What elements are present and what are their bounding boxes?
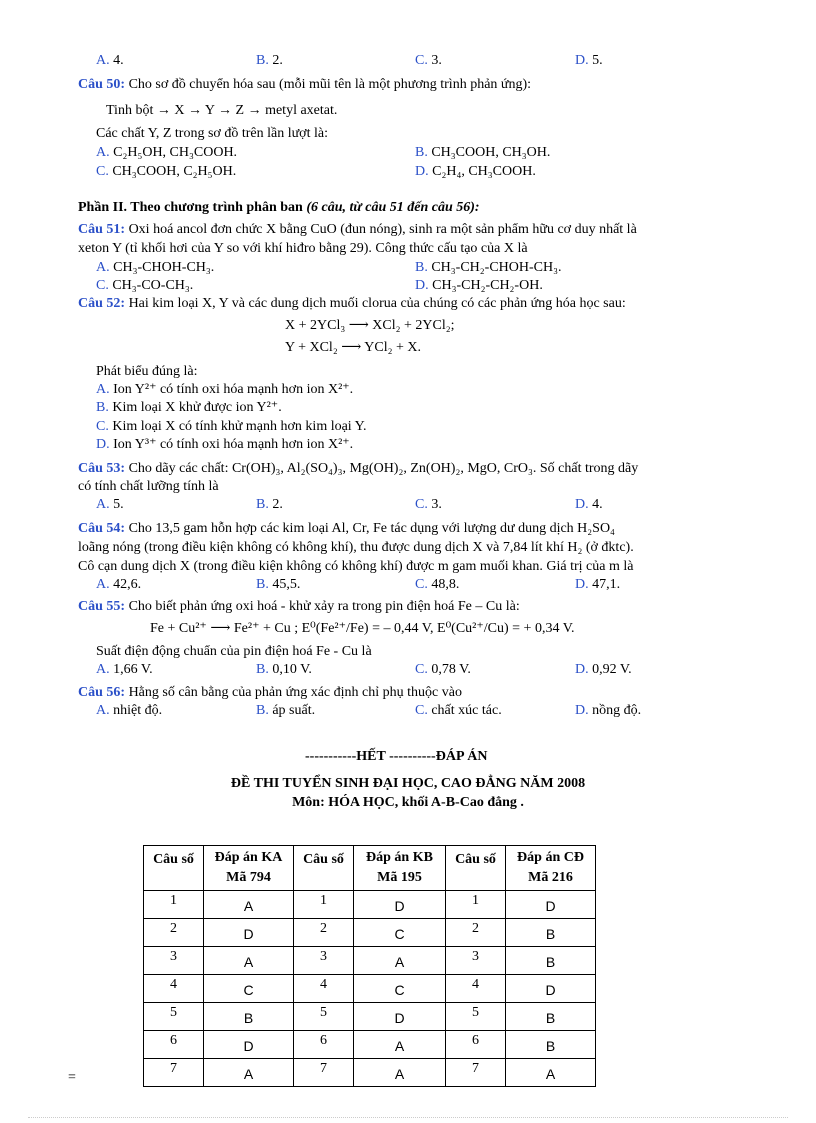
q54-stem: Câu 54: Cho 13,5 gam hỗn hợp các kim loại Al, Cr, Fe tác dụng với lượng dư dung dịch H₂SO₄ [78,521,615,536]
q56-option-b: áp suất. [272,703,316,718]
exam-subject: Môn: HÓA HỌC, khối A-B-Cao đẳng . [292,795,524,810]
q51-stem: Câu 51: Oxi hoá ancol đơn chức X bằng CuO (đun nóng), sinh ra một sản phẩm hữu cơ duy nhất là [78,222,637,237]
q56-option-d: nồng độ. [592,703,642,718]
q54-options: A. 42,6. B. 45,5. C. 48,8. D. 47,1. [96,577,621,592]
q52-option-b-row: B. Kim loại X khử được ion Y²⁺. [96,400,282,415]
q49-options: A. 4. B. 2. C. 3. D. 5. [96,53,603,68]
table-row: 7 A 7 A 7 A [144,1059,596,1087]
table-row: 3 A 3 A 3 B [144,947,596,975]
header-answer-kb: Đáp án KB Mã 195 [354,846,446,891]
table-row: 5 B 5 D 5 B [144,1003,596,1031]
q50-scheme: Tinh bột → X → Y → Z → metyl axetat. [106,103,338,118]
q55-options: A. 1,66 V. B. 0,10 V. C. 0,78 V. D. 0,92 V. [96,662,632,677]
q50-ask: Các chất Y, Z trong sơ đồ trên lần lượt là: [96,126,328,141]
q53-stem: Câu 53: Cho dãy các chất: Cr(OH)₃, Al₂(SO₄)₃, Mg(OH)₂, Zn(OH)₂, MgO, CrO₃. Số chất trong dãy [78,461,639,476]
q52-option-a-row: A. Ion Y²⁺ có tính oxi hóa mạnh hơn ion X²⁺. [96,382,354,397]
q54-option-b: 45,5. [272,577,301,592]
q56-number: Câu 56: [78,685,126,700]
q55-ask: Suất điện động chuẩn của pin điện hoá Fe - Cu là [96,644,372,659]
q51-options-ab: A. CH₃-CHOH-CH₃. B. CH₃-CH₂-CHOH-CH₃. [96,260,562,275]
q50-option-a: C₂H₅OH, CH₃COOH. [113,145,238,160]
q50-options-ab: A. C₂H₅OH, CH₃COOH. B. CH₃COOH, CH₃OH. [96,145,551,160]
q52-number: Câu 52: [78,296,126,311]
header-question-ka: Câu số [144,846,204,891]
table-row: 4 C 4 C 4 D [144,975,596,1003]
q55-option-b: 0,10 V. [272,662,312,677]
q56-options: A. nhiệt độ. B. áp suất. C. chất xúc tác. D. nồng độ. [96,703,642,718]
answer-table [143,845,596,1087]
q51-option-a: CH₃-CHOH-CH₃. [113,260,215,275]
q53-option-a: 5. [113,497,124,512]
exam-title: ĐỀ THI TUYỂN SINH ĐẠI HỌC, CAO ĐẲNG NĂM 2008 [230,776,586,791]
q53-number: Câu 53: [78,461,126,476]
q54-option-c: 48,8. [431,577,460,592]
q51-option-b: CH₃-CH₂-CHOH-CH₃. [431,260,562,275]
q56-stem: Câu 56: Hằng số cân bằng của phản ứng xác định chỉ phụ thuộc vào [78,685,462,700]
q49-option-a: 4. [113,53,124,68]
answer-table-header [144,846,596,891]
header-question-cd: Câu số [446,846,506,891]
part-two-heading: Phần II. Theo chương trình phân ban (6 câu, từ câu 51 đến câu 56): [78,200,480,215]
q53-options: A. 5. B. 2. C. 3. D. 4. [96,497,603,512]
q54-stem-line3: Cô cạn dung dịch X (trong điều kiện không có không khí) được m gam muối khan. Giá trị của m là [78,559,634,574]
q52-option-c: Kim loại X có tính khử mạnh hơn kim loại Y. [112,419,367,434]
footer-mark: = [68,1070,76,1085]
q55-option-d: 0,92 V. [592,662,632,677]
q52-option-d: Ion Y³⁺ có tính oxi hóa mạnh hơn ion X²⁺. [113,437,354,452]
q55-stem: Câu 55: Cho biết phản ứng oxi hoá - khử xảy ra trong pin điện hoá Fe – Cu là: [78,599,520,614]
q56-option-a: nhiệt độ. [113,703,163,718]
q55-option-c: 0,78 V. [431,662,471,677]
q50-option-d: C₂H₄, CH₃COOH. [432,164,536,179]
q51-stem-line2: xeton Y (tỉ khối hơi của Y so với khí hiđro bằng 29). Công thức cấu tạo của X là [78,241,528,256]
q52-stem: Câu 52: Hai kim loại X, Y và các dung dịch muối clorua của chúng có các phản ứng hóa học sau: [78,296,626,311]
q50-stem: Câu 50: Cho sơ đồ chuyển hóa sau (mỗi mũi tên là một phương trình phản ứng): [78,77,532,92]
header-answer-cd: Đáp án CĐ Mã 216 [506,846,596,891]
q53-option-c: 3. [431,497,442,512]
q50-number: Câu 50: [78,77,126,92]
table-row: 6 D 6 A 6 B [144,1031,596,1059]
q54-stem-line2: loãng nóng (trong điều kiện không có không khí), thu được dung dịch X và 7,84 lít khí H₂ (ở đktc). [78,540,634,555]
q49-option-c: 3. [431,53,442,68]
q54-option-a: 42,6. [113,577,142,592]
page-bottom-divider [28,1117,788,1118]
q51-number: Câu 51: [78,222,126,237]
table-row: 2 D 2 C 2 B [144,919,596,947]
q51-option-d: CH₃-CH₂-CH₂-OH. [432,278,543,293]
q52-option-a: Ion Y²⁺ có tính oxi hóa mạnh hơn ion X²⁺. [113,382,354,397]
q52-ask: Phát biểu đúng là: [96,364,198,379]
table-row: 1 A 1 D 1 D [144,891,596,919]
q55-number: Câu 55: [78,599,126,614]
end-marker: -----------HẾT ----------ĐÁP ÁN [305,749,488,764]
q50-option-c: CH₃COOH, C₂H₅OH. [112,164,237,179]
q49-option-d: 5. [592,53,603,68]
header-answer-ka: Đáp án KA Mã 794 [204,846,294,891]
q53-option-d: 4. [592,497,603,512]
q50-options-cd: C. CH₃COOH, C₂H₅OH. D. C₂H₄, CH₃COOH. [96,164,536,179]
q52-equation-1: X + 2YCl₃ ⟶ XCl₂ + 2YCl₂; [285,318,455,333]
header-question-kb: Câu số [294,846,354,891]
q49-option-b: 2. [272,53,283,68]
q52-equation-2: Y + XCl₂ ⟶ YCl₂ + X. [285,340,421,355]
q56-option-c: chất xúc tác. [431,703,502,718]
q54-number: Câu 54: [78,521,126,536]
q51-option-c: CH₃-CO-CH₃. [112,278,194,293]
q55-option-a: 1,66 V. [113,662,153,677]
q52-option-c-row: C. Kim loại X có tính khử mạnh hơn kim loại Y. [96,419,367,434]
q53-option-b: 2. [272,497,283,512]
q50-option-b: CH₃COOH, CH₃OH. [431,145,551,160]
q53-stem-line2: có tính chất lưỡng tính là [78,479,219,494]
q52-option-b: Kim loại X khử được ion Y²⁺. [112,400,282,415]
q55-equation: Fe + Cu²⁺ ⟶ Fe²⁺ + Cu ; E⁰(Fe²⁺/Fe) = – 0,44 V, E⁰(Cu²⁺/Cu) = + 0,34 V. [150,621,575,636]
q51-options-cd: C. CH₃-CO-CH₃. D. CH₃-CH₂-CH₂-OH. [96,278,543,293]
q54-option-d: 47,1. [592,577,621,592]
q52-option-d-row: D. Ion Y³⁺ có tính oxi hóa mạnh hơn ion X²⁺. [96,437,354,452]
